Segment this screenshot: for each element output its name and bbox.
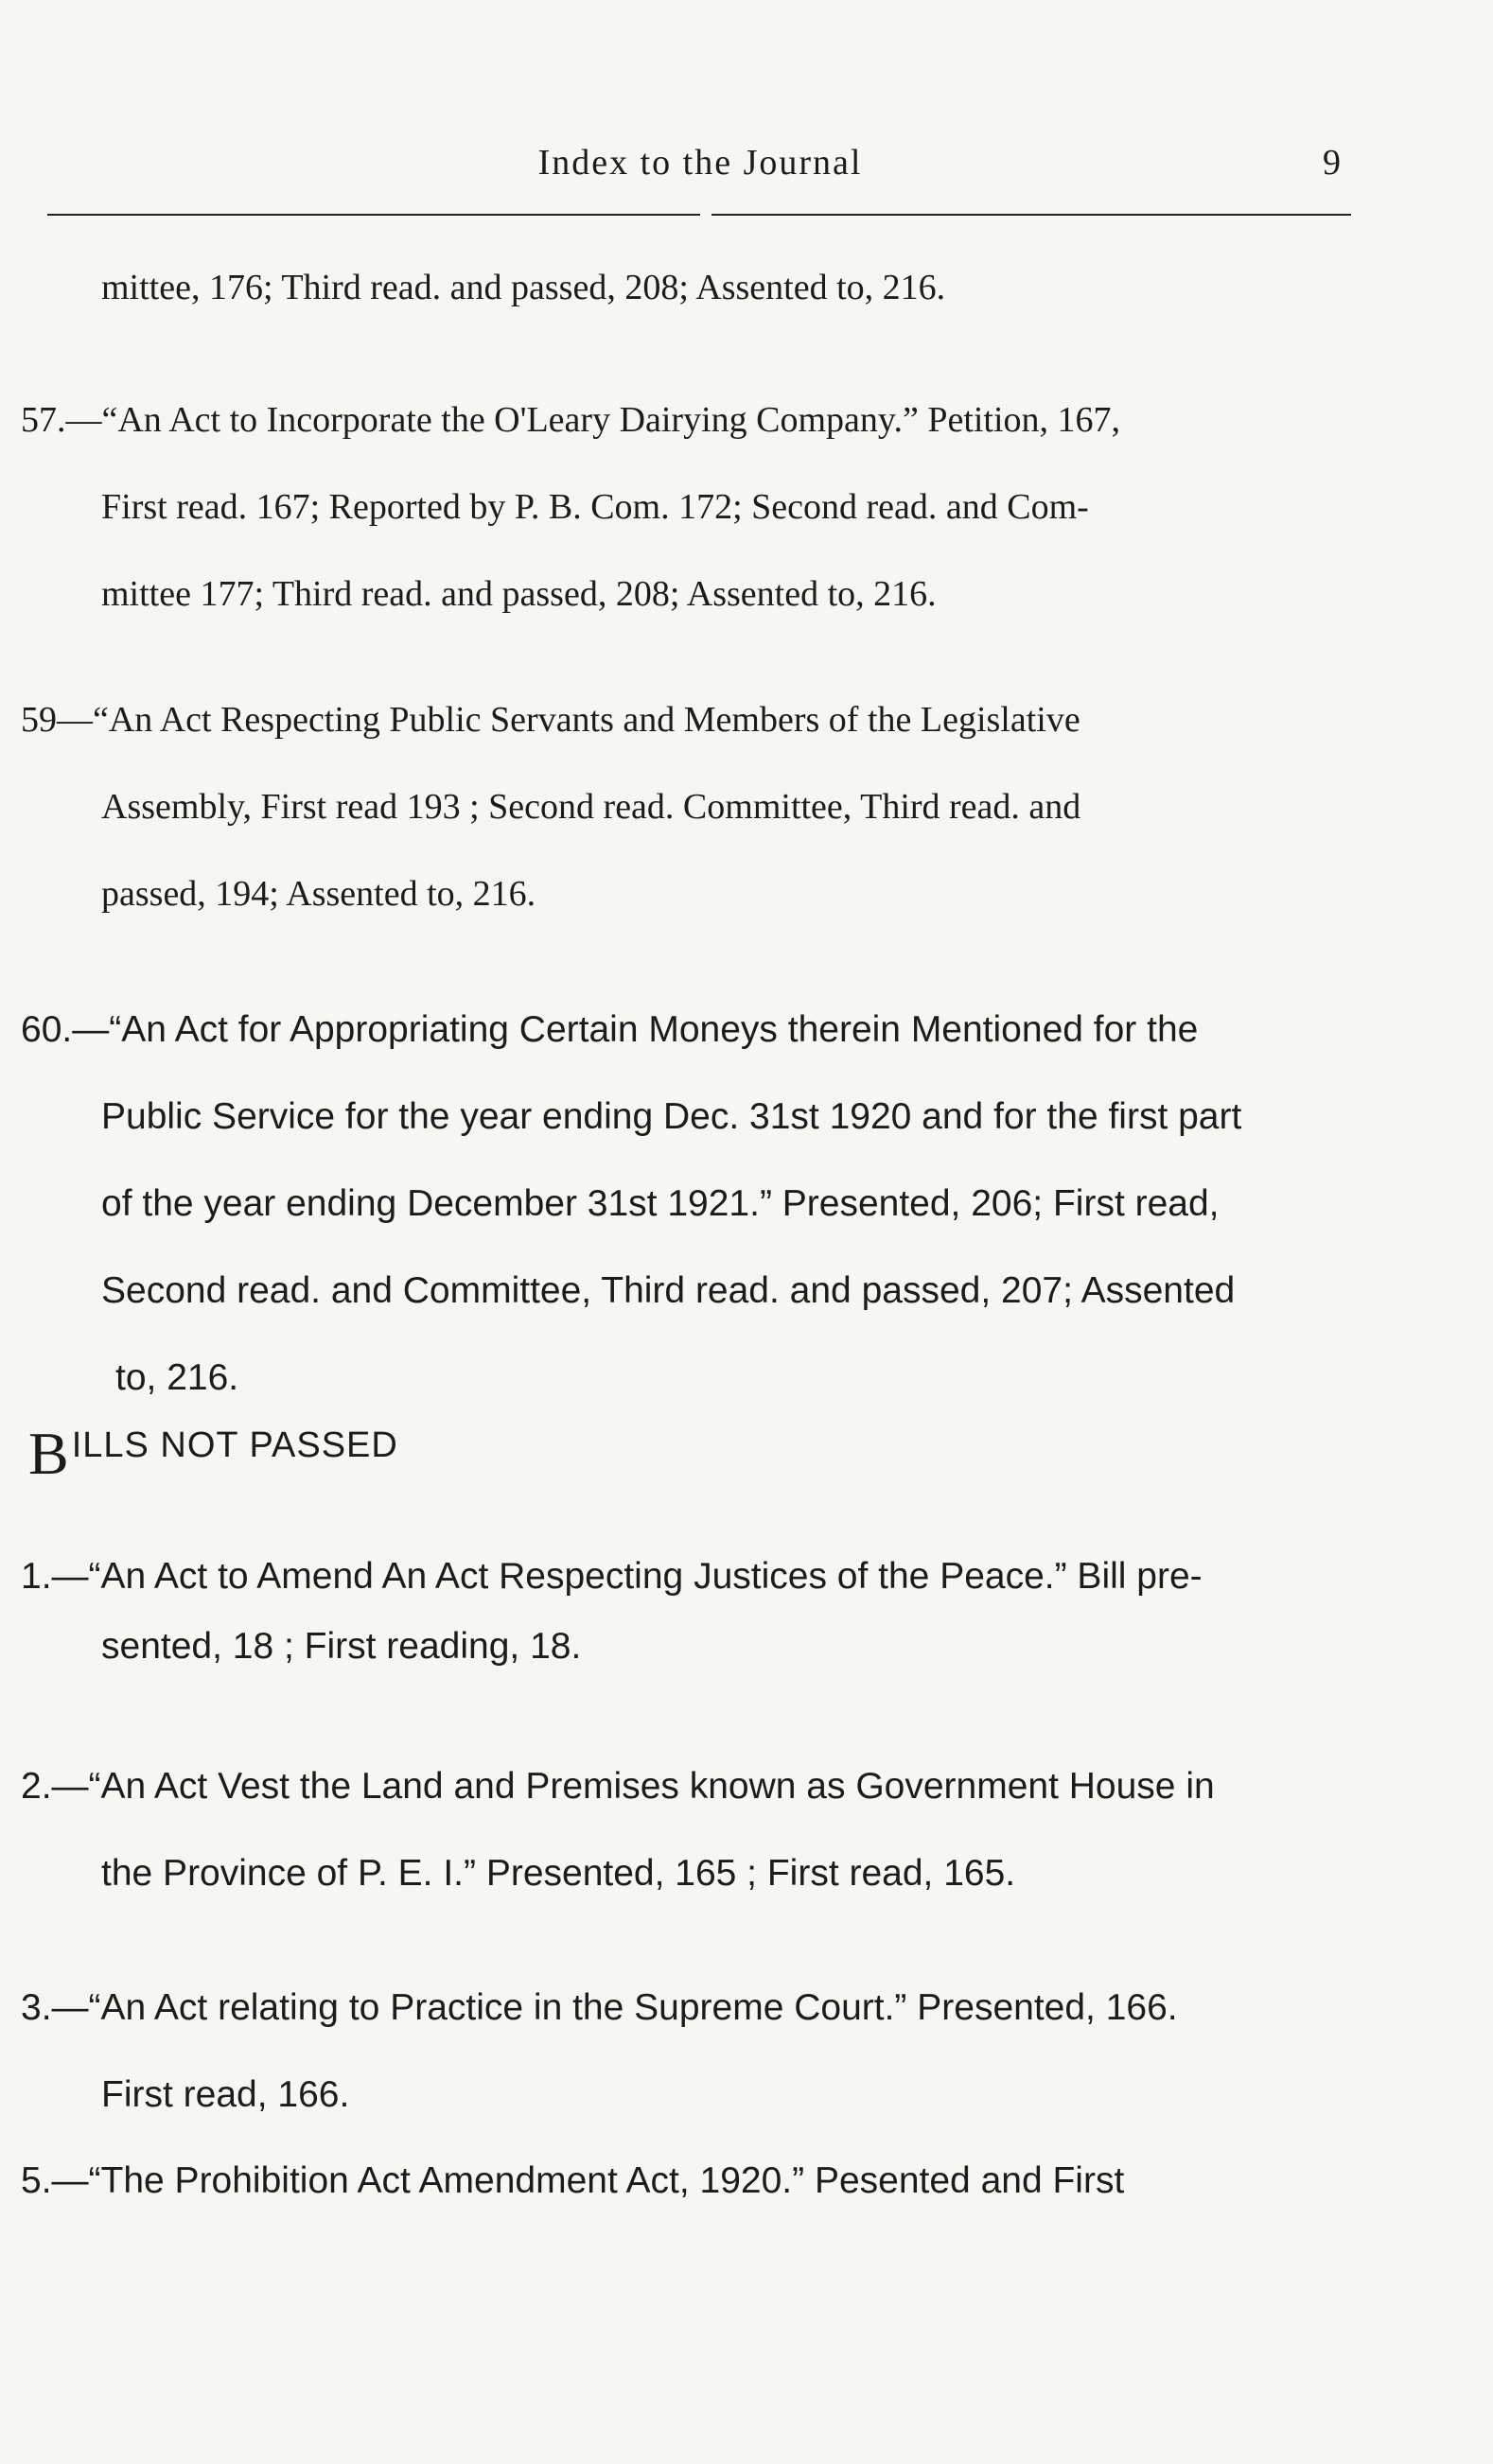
- entry-line: Assembly, First read 193 ; Second read. Committee, Third read. and: [101, 787, 1081, 827]
- entry-line: the Province of P. E. I.” Presented, 165 ; First read, 165.: [101, 1853, 1016, 1894]
- header-rule-left: [47, 214, 700, 216]
- entry-59: [21, 676, 1355, 937]
- entry-line: sented, 18 ; First reading, 18.: [101, 1626, 582, 1667]
- entry-line: First read. 167; Reported by P. B. Com. 172; Second read. and Com-: [101, 487, 1089, 527]
- page-number: 9: [1323, 143, 1341, 183]
- entry-line: Public Service for the year ending Dec. 31st 1920 and for the first part: [101, 1096, 1242, 1137]
- entry-line: 57.—“An Act to Incorporate the O'Leary Dairying Company.” Petition, 167,: [21, 400, 1121, 440]
- entry-line: 2.—“An Act Vest the Land and Premises known as Government House in: [21, 1766, 1215, 1807]
- entry-57: [21, 376, 1355, 638]
- entry-line: First read, 166.: [101, 2074, 350, 2115]
- bill-3: [21, 1965, 1355, 2139]
- entry-line: 59—“An Act Respecting Public Servants and Members of the Legislative: [21, 700, 1080, 740]
- section-dropcap: B: [28, 1420, 70, 1487]
- entry-line: Second read. and Committee, Third read. and passed, 207; Assented: [101, 1270, 1236, 1311]
- section-heading-text: ILLS NOT PASSED: [71, 1425, 398, 1465]
- entry-line: mittee, 176; Third read. and passed, 208; Assented to, 216.: [101, 268, 946, 307]
- entry-line: 3.—“An Act relating to Practice in the Supreme Court.” Presented, 166.: [21, 1987, 1178, 2028]
- bill-1: [21, 1542, 1355, 1682]
- header-rule-right: [711, 214, 1351, 216]
- running-header: Index to the Journal: [537, 143, 863, 183]
- entry-line: 60.—“An Act for Appropriating Certain Moneys therein Mentioned for the: [21, 1009, 1199, 1050]
- entry-line: mittee 177; Third read. and passed, 208; Assented to, 216.: [101, 574, 937, 614]
- section-heading: [28, 1420, 398, 1487]
- entry-line: to, 216.: [115, 1357, 239, 1398]
- entry-line: 5.—“The Prohibition Act Amendment Act, 1920.” Pesented and First: [21, 2160, 1125, 2201]
- entry-line: passed, 194; Assented to, 216.: [101, 874, 536, 914]
- entry-line: 1.—“An Act to Amend An Act Respecting Justices of the Peace.” Bill pre-: [21, 1556, 1203, 1597]
- bill-5: [21, 2138, 1355, 2225]
- entry-60: [21, 987, 1355, 1422]
- entry-continuation: [21, 244, 1355, 331]
- bill-2: [21, 1743, 1355, 1917]
- entry-line: of the year ending December 31st 1921.” Presented, 206; First read,: [101, 1183, 1220, 1224]
